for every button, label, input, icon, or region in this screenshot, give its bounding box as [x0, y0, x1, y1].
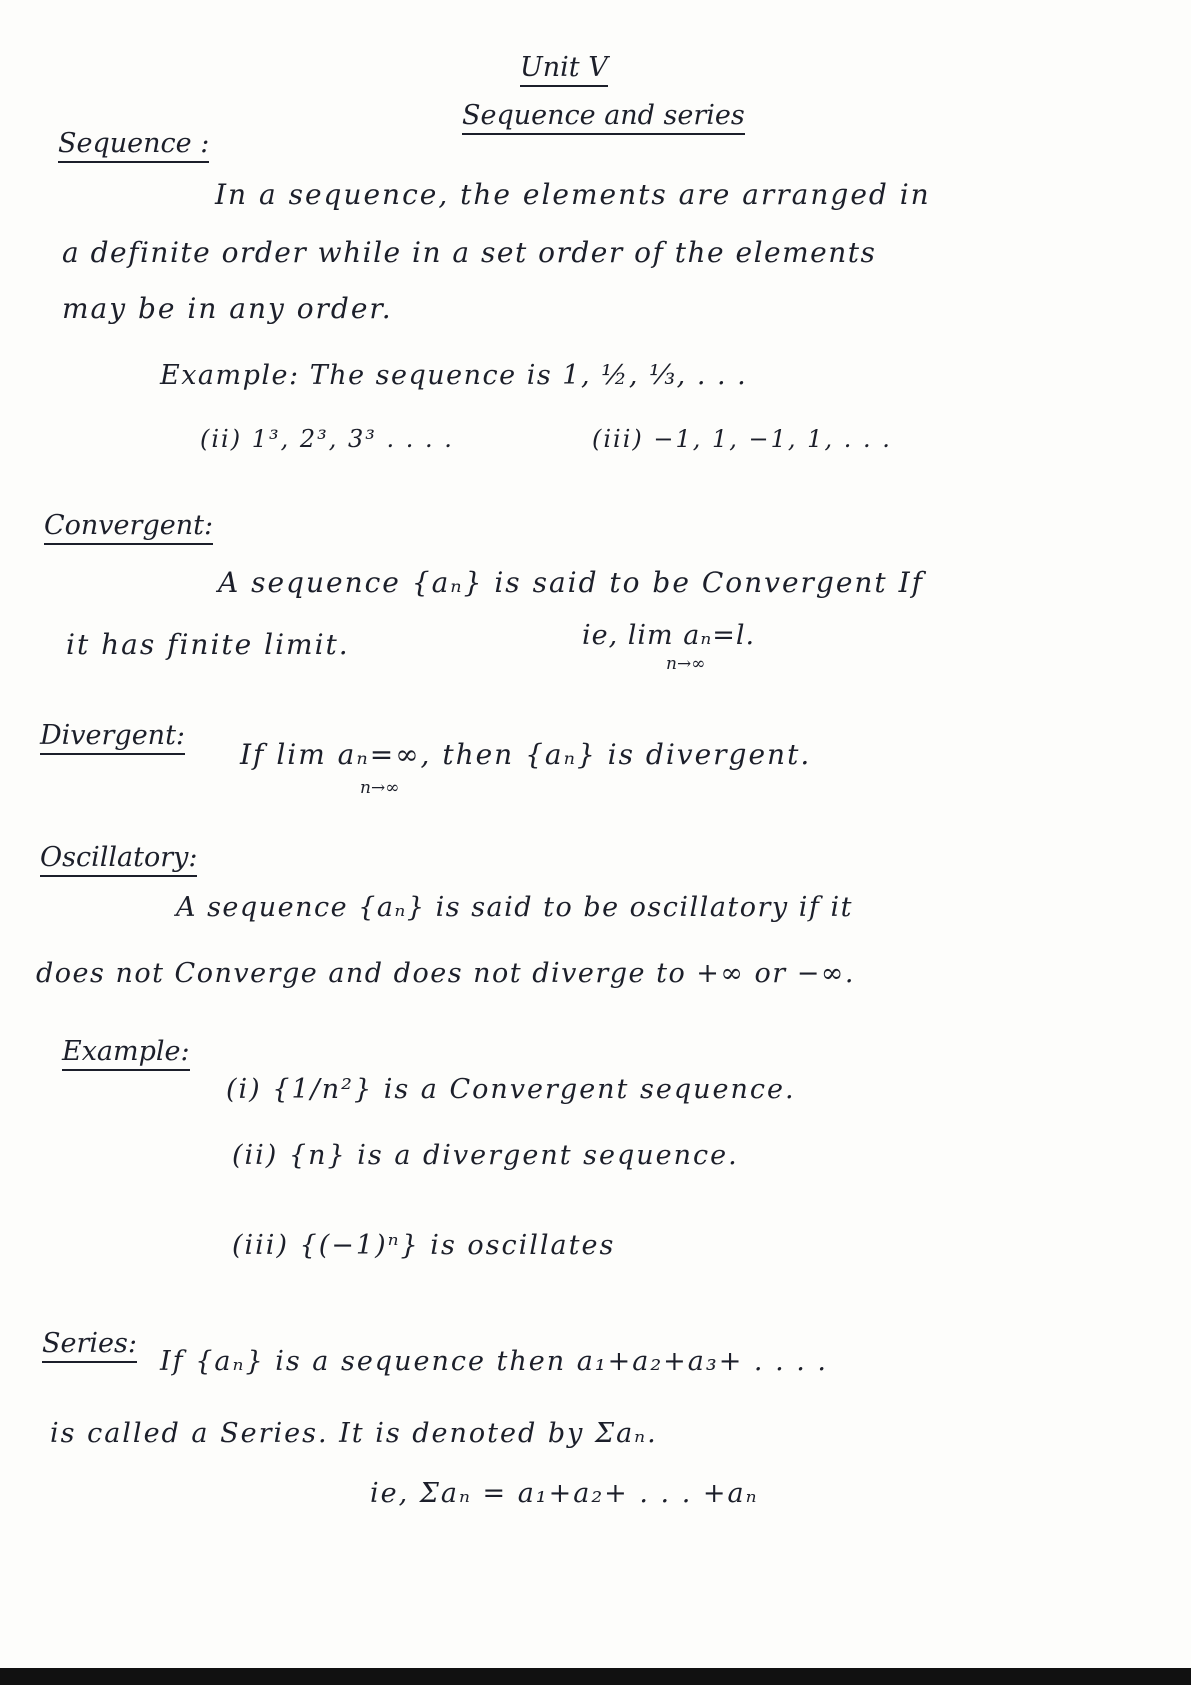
sequence-line-3: may be in any order. [62, 292, 393, 325]
sequence-example: Example: The sequence is 1, ½, ⅓, . . . [160, 360, 748, 391]
sequence-example-ii: (ii) 1³, 2³, 3³ . . . . [200, 425, 454, 453]
unit-title: Unit V [520, 52, 608, 83]
oscillatory-example-ii: (ii) {n} is a divergent sequence. [232, 1140, 739, 1171]
convergent-limit-subscript: n→∞ [666, 654, 706, 674]
divergent-limit-subscript: n→∞ [360, 778, 400, 798]
sequence-line-1: In a sequence, the elements are arranged in [215, 178, 931, 211]
oscillatory-line-1: A sequence {aₙ} is said to be oscillatory if it [176, 892, 853, 923]
oscillatory-example-heading: Example: [62, 1036, 190, 1067]
scan-bottom-edge [0, 1668, 1191, 1685]
series-line-1: If {aₙ} is a sequence then a₁+a₂+a₃+ . . . . [160, 1346, 829, 1377]
sequence-example-iii: (iii) −1, 1, −1, 1, . . . [592, 425, 892, 453]
series-line-3: ie, Σaₙ = a₁+a₂+ . . . +aₙ [370, 1478, 759, 1509]
divergent-line-1: If lim aₙ=∞, then {aₙ} is divergent. [240, 738, 812, 771]
convergent-heading: Convergent: [44, 510, 213, 541]
sequence-line-2: a definite order while in a set order of the elements [62, 236, 877, 269]
series-line-2: is called a Series. It is denoted by Σaₙ. [50, 1418, 658, 1449]
oscillatory-heading: Oscillatory: [40, 842, 197, 873]
convergent-line-1: A sequence {aₙ} is said to be Convergent If [218, 566, 925, 599]
convergent-limit: ie, lim aₙ=l. [582, 620, 756, 651]
convergent-line-2: it has finite limit. [66, 628, 350, 661]
sequence-heading: Sequence : [58, 128, 209, 159]
page-title: Sequence and series [462, 100, 745, 131]
series-heading: Series: [42, 1328, 137, 1359]
oscillatory-line-2: does not Converge and does not diverge to +∞ or −∞. [36, 958, 855, 989]
oscillatory-example-i: (i) {1/n²} is a Convergent sequence. [226, 1074, 796, 1105]
divergent-heading: Divergent: [40, 720, 185, 751]
oscillatory-example-iii: (iii) {(−1)ⁿ} is oscillates [232, 1230, 616, 1261]
